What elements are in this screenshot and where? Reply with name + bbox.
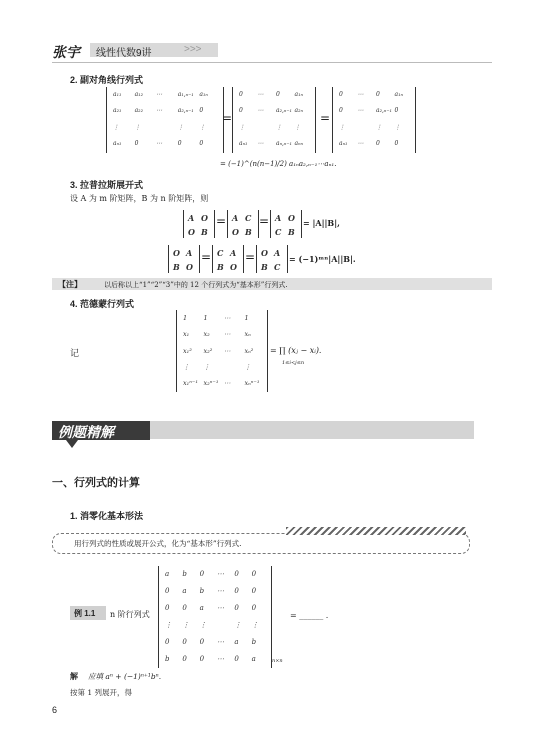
det2-cell: a₂,ₙ₋₁	[276, 107, 292, 115]
laplace-cell: B	[173, 261, 180, 272]
det3-cell: ⋮	[376, 123, 382, 131]
example-cell: 0	[234, 587, 239, 595]
example-cell: a	[199, 604, 204, 612]
det2-cell: aₙ₁	[239, 140, 248, 148]
example-cell: 0	[251, 570, 257, 578]
solution-line-2: 按第 1 列展开，得	[70, 688, 133, 697]
determinant-1	[106, 87, 224, 153]
laplace-cell: B	[261, 261, 268, 272]
note-text: 以后称以上“1”“2”“3”中的 12 个行列式为“基本形”行列式.	[104, 281, 288, 289]
vandermonde-subscript: 1≤i<j≤n	[282, 360, 305, 366]
det3-cell: 0	[394, 140, 399, 148]
det1-cell: aₙ₁	[113, 140, 122, 148]
method-box-stripes	[286, 527, 466, 535]
laplace-cell: C	[274, 261, 281, 272]
laplace-d5	[212, 245, 244, 273]
example-cell: 0	[182, 655, 187, 663]
vandermonde-determinant	[176, 310, 268, 392]
laplace-cell: A	[275, 212, 282, 223]
vandermonde-cell: x₁ⁿ⁻¹	[183, 379, 198, 388]
det3-cell: ⋯	[357, 90, 364, 98]
det1-cell: 0	[177, 140, 182, 148]
part-1-title: 一、行列式的计算	[52, 476, 140, 489]
det2-cell: ⋮	[239, 123, 245, 131]
det1-cell: a₁,ₙ₋₁	[177, 90, 194, 98]
laplace-d1	[183, 210, 215, 238]
example-cell: 0	[182, 638, 187, 646]
laplace-cell: C	[245, 212, 252, 223]
example-cell: ⋮	[182, 621, 190, 629]
vandermonde-cell: ⋯	[224, 330, 231, 339]
vandermonde-cell: ⋮	[203, 362, 210, 371]
example-cell: 0	[251, 604, 257, 612]
vandermonde-cell: xₙ²	[244, 346, 254, 355]
vandermonde-cell: x₂²	[203, 346, 213, 355]
section-4-ji: 记	[70, 349, 80, 359]
determinant-3	[332, 87, 416, 153]
det1-cell: a₂₂	[134, 107, 143, 115]
det1-cell: a₁ₙ	[199, 90, 208, 98]
laplace-cell: O	[288, 212, 295, 223]
example-cell: 0	[234, 655, 239, 663]
laplace-cell: O	[232, 226, 239, 237]
laplace-row1-result: = |A||B|,	[303, 218, 340, 228]
equals-sign-2: =	[320, 111, 331, 125]
vandermonde-cell: xₙ	[244, 330, 251, 339]
header-rule	[52, 62, 492, 63]
laplace-cell: B	[245, 226, 252, 237]
laplace-d2	[227, 210, 259, 238]
section-2-title: 2. 副对角线行列式	[70, 75, 144, 85]
example-cell: b	[199, 587, 205, 595]
det1-cell: ⋯	[156, 107, 163, 115]
laplace-d6	[256, 245, 288, 273]
example-tag: 例 1.1	[74, 609, 96, 618]
det2-cell: ⋮	[294, 123, 301, 131]
section-3-title: 3. 拉普拉斯展开式	[70, 180, 144, 190]
example-cell: ⋮	[199, 621, 207, 629]
example-cell: b	[165, 655, 170, 663]
vandermonde-cell: ⋯	[224, 379, 231, 388]
example-cell: ⋮	[251, 621, 259, 629]
example-size: n×n	[272, 658, 283, 664]
det2-cell: ⋯	[257, 107, 264, 115]
equals-sign-6: =	[245, 250, 256, 264]
laplace-cell: O	[261, 247, 268, 258]
det2-cell: 0	[276, 90, 280, 98]
example-cell: ⋯	[217, 655, 224, 663]
det3-cell: 0	[339, 107, 343, 115]
example-cell: a	[251, 655, 256, 663]
laplace-cell: A	[232, 212, 239, 223]
equals-sign-1: =	[222, 111, 233, 125]
example-cell: ⋯	[217, 587, 224, 595]
example-blank: = ______ .	[290, 611, 329, 620]
vandermonde-cell: 1	[203, 313, 208, 322]
example-cell: ⋯	[217, 570, 224, 578]
laplace-row2-result: = (−1)ᵐⁿ|A||B|.	[289, 254, 356, 264]
det2-cell: aₙ,ₙ₋₁	[276, 140, 292, 148]
det3-cell: ⋮	[394, 123, 401, 131]
subsection-1-title: 1. 消零化基本形法	[70, 511, 144, 521]
laplace-cell: B	[201, 226, 208, 237]
det1-cell: ⋮	[134, 123, 141, 131]
example-cell: a	[234, 638, 239, 646]
example-cell: ⋮	[234, 621, 242, 629]
page-number: 6	[52, 705, 58, 715]
example-cell: ⋮	[165, 621, 172, 629]
det1-cell: ⋮	[199, 123, 206, 131]
example-cell: b	[182, 570, 187, 578]
det3-cell: ⋮	[339, 123, 345, 131]
det3-cell: 0	[394, 107, 399, 115]
det1-cell: a₁₁	[113, 90, 122, 98]
laplace-cell: B	[288, 226, 295, 237]
example-cell: 0	[199, 638, 205, 646]
det2-cell: a₂ₙ	[294, 107, 303, 115]
example-cell: ⋯	[217, 604, 224, 612]
det3-cell: a₂,ₙ₋₁	[376, 107, 392, 115]
header-arrows: >>>	[184, 44, 202, 55]
example-cell: 0	[234, 570, 239, 578]
example-cell: 0	[165, 604, 170, 612]
equals-sign-3: =	[216, 214, 227, 228]
method-box-text: 用行列式的性质或展开公式，化为“基本形”行列式.	[74, 539, 242, 548]
example-cell: ⋯	[217, 638, 224, 646]
solution-label: 解	[70, 671, 78, 681]
det2-cell: a₁ₙ	[294, 90, 303, 98]
solution-line-1: 应填 aⁿ + (−1)ⁿ⁺¹bⁿ.	[88, 672, 162, 681]
example-cell: 0	[199, 655, 205, 663]
vandermonde-cell: x₁²	[183, 346, 192, 355]
det1-cell: 0	[199, 140, 204, 148]
example-cell: 0	[199, 570, 205, 578]
laplace-d3	[270, 210, 302, 238]
det3-cell: 0	[376, 140, 380, 148]
det1-cell: 0	[199, 107, 204, 115]
laplace-d4	[168, 245, 200, 273]
det3-cell: a₁ₙ	[394, 90, 403, 98]
vandermonde-cell: x₂ⁿ⁻¹	[203, 379, 219, 388]
det2-cell: 0	[239, 107, 243, 115]
det1-cell: a₂₁	[113, 107, 122, 115]
section-3-line: 设 A 为 m 阶矩阵，B 为 n 阶矩阵，则	[70, 194, 209, 203]
det1-cell: ⋯	[156, 90, 163, 98]
example-cell: 0	[251, 587, 257, 595]
det3-cell: aₙ₁	[339, 140, 348, 148]
laplace-cell: A	[186, 247, 193, 258]
example-cell: 0	[165, 587, 170, 595]
laplace-cell: O	[186, 261, 193, 272]
header	[52, 40, 492, 62]
vandermonde-cell: 1	[244, 313, 249, 322]
section-4-title: 4. 范德蒙行列式	[70, 299, 135, 309]
section-2-result: = (−1)^(n(n−1)/2) a₁ₙa₂,ₙ₋₁⋯aₙ₁.	[220, 160, 337, 168]
laplace-cell: O	[201, 212, 208, 223]
det1-cell: a₂,ₙ₋₁	[177, 107, 194, 115]
example-cell: 0	[165, 638, 170, 646]
vandermonde-cell: ⋯	[224, 313, 231, 322]
det1-cell: ⋮	[113, 123, 119, 131]
vandermonde-result: = ∏ (xⱼ − xᵢ).	[270, 346, 322, 355]
example-determinant	[158, 566, 272, 668]
det1-cell: ⋮	[177, 123, 184, 131]
vandermonde-cell: 1	[183, 313, 188, 322]
header-logo: 张宇	[52, 45, 80, 61]
det1-cell: a₁₂	[134, 90, 143, 98]
example-text: n 阶行列式	[110, 610, 150, 619]
example-cell: 0	[234, 604, 239, 612]
det3-cell: 0	[339, 90, 343, 98]
laplace-cell: A	[274, 247, 281, 258]
vandermonde-cell: x₂	[203, 330, 210, 339]
determinant-2	[232, 87, 316, 153]
vandermonde-cell: ⋯	[224, 346, 231, 355]
laplace-cell: A	[230, 247, 237, 258]
vandermonde-cell: ⋮	[244, 362, 251, 371]
example-cell: 0	[182, 604, 187, 612]
det1-cell: ⋯	[156, 140, 163, 148]
laplace-cell: O	[173, 247, 180, 258]
det2-cell: 0	[239, 90, 243, 98]
det3-cell: ⋯	[357, 140, 364, 148]
example-cell: a	[182, 587, 187, 595]
det3-cell: ⋯	[357, 107, 364, 115]
note-tag: 【注】	[58, 279, 82, 289]
laplace-cell: O	[188, 226, 195, 237]
banner-title: 例题精解	[58, 424, 114, 440]
equals-sign-5: =	[201, 250, 212, 264]
vandermonde-cell: xₙⁿ⁻¹	[244, 379, 260, 388]
laplace-cell: O	[230, 261, 237, 272]
det3-cell: 0	[376, 90, 380, 98]
equals-sign-4: =	[259, 214, 270, 228]
det2-cell: ⋮	[276, 123, 282, 131]
laplace-cell: C	[275, 226, 282, 237]
example-cell: b	[251, 638, 257, 646]
vandermonde-cell: ⋮	[183, 362, 190, 371]
det2-cell: aₙₙ	[294, 140, 303, 148]
laplace-cell: B	[217, 261, 224, 272]
det1-cell: 0	[134, 140, 139, 148]
det2-cell: ⋯	[257, 90, 264, 98]
laplace-cell: C	[217, 247, 224, 258]
header-title: 线性代数9讲	[96, 48, 152, 59]
laplace-cell: A	[188, 212, 195, 223]
vandermonde-cell: x₁	[183, 330, 190, 339]
det2-cell: ⋯	[257, 140, 264, 148]
example-cell: a	[165, 570, 170, 578]
